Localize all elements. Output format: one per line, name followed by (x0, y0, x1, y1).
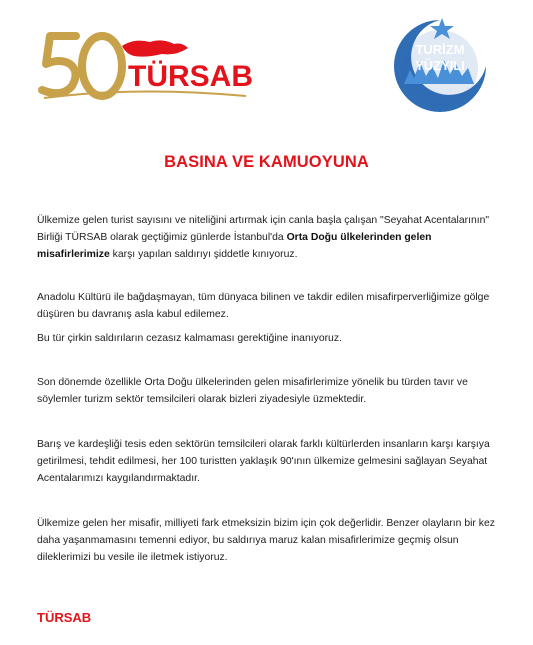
tursab-logo-text: TÜRSAB (128, 60, 253, 93)
paragraph-4: Son dönemde özellikle Orta Doğu ülkelerinden gelen misafirlerimize yönelik bu türden tavır ve söylemler turizm sektör temsilcileri olarak bizleri ziyadesiyle üzmektedir. (37, 377, 468, 406)
paragraph-5: Barış ve kardeşliği tesis eden sektörün temsilcileri olarak farklı kültürlerden insanların karşı karşıya getirilmesi, tehdit edilmesi, her 100 turistten yaklaşık 90'ının ülkemize gelmesini sağlayan Seyahat Acentalarımızı kaygılandırmaktadır. (37, 439, 490, 485)
turizm-yuzyili-logo (384, 14, 496, 114)
paragraph-1-bold: Orta Doğu ülkelerinden gelen misafirlerimize (37, 232, 432, 261)
turizm-logo-line1: TURİZM (415, 42, 465, 57)
paragraph-1-text-a: Ülkemize gelen turist sayısını ve niteliğini artırmak için canla başla çalışan "Seyahat Acentalarının" Birliği TÜRSAB olarak geçtiğimiz günlerde İstanbul'da (37, 215, 490, 244)
paragraph-1 (37, 212, 507, 264)
tursab-50-logo (36, 26, 264, 104)
paragraph-1-text-b: karşı yapılan saldırıyı şiddetle kınıyoruz. (109, 249, 298, 261)
paragraph-6: Ülkemize gelen her misafir, milliyeti fark etmeksizin bizim için çok değerlidir. Benzer olayların bir kez daha yaşanmamasını temenni ediyor, bu saldırıya maruz kalan misafirlerimize geçmiş olsun dileklerimizi bu vesile ile iletmek istiyoruz. (37, 518, 495, 564)
paragraph-2: Anadolu Kültürü ile bağdaşmayan, tüm dünyaca bilinen ve takdir edilen misafirperverliğimize gölge düşüren bu davranış asla kabul edilemez. (37, 292, 490, 321)
turizm-logo-line2: YÜZYILI (415, 58, 465, 73)
signature: TÜRSAB (37, 610, 92, 625)
paragraph-3: Bu tür çirkin saldırıların cezasız kalmaması gerektiğine inanıyoruz. (37, 333, 342, 344)
document-title: BASINA VE KAMUOYUNA (164, 153, 369, 171)
